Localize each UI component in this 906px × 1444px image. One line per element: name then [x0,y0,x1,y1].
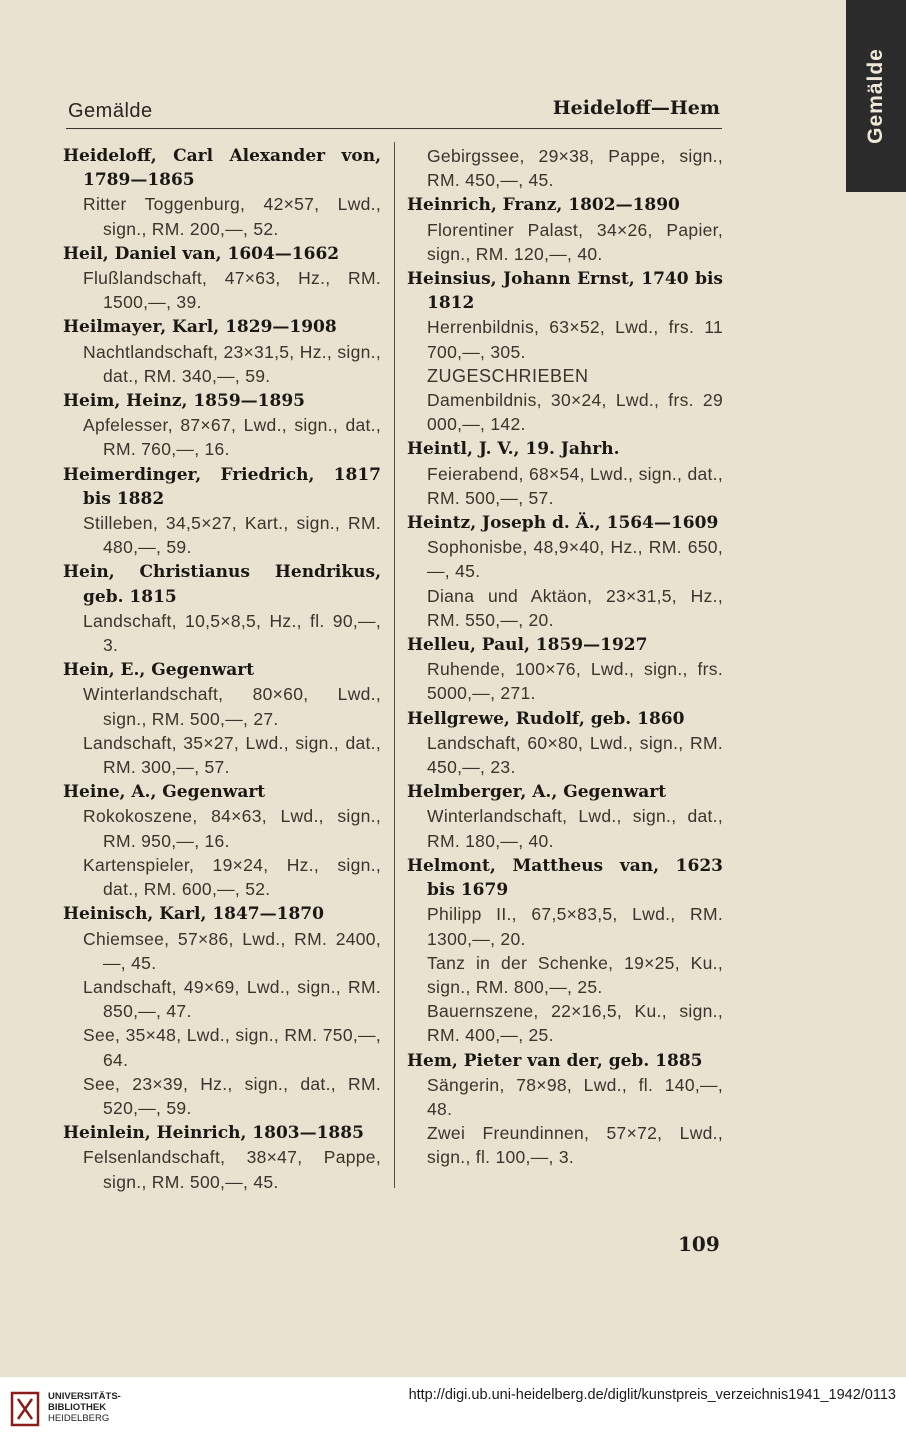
artwork-line: Sängerin, 78×98, Lwd., fl. 140,—, 48. [427,1074,723,1119]
artist-entry [63,560,381,657]
artwork-line: Bauernszene, 22×16,5, Ku., sign., RM. 400,—, 25. [427,1001,723,1046]
artist-entry [63,315,381,388]
artwork-line: Landschaft, 49×69, Lwd., sign., RM. 850,—, 47. [83,976,381,1022]
artwork-line: Stilleben, 34,5×27, Kart., sign., RM. 480,—, 59. [83,513,381,558]
section-thumb-tab [846,0,906,192]
artwork-line: Diana und Aktäon, 23×31,5, Hz., RM. 550,—, 20. [427,585,723,630]
artist-name: Helleu, Paul, 1859—1927 [407,635,648,656]
artwork-line: See, 35×48, Lwd., sign., RM. 750,—, 64. [83,1025,381,1070]
artist-name: Heideloff, Carl Alexander von, 1789—1865 [63,146,381,191]
artwork-line: Ruhende, 100×76, Lwd., sign., frs. 5000,—, 271. [427,659,723,704]
right-column [407,144,723,1171]
artwork-line: Winterlandschaft, Lwd., sign., dat., RM. 180,—, 40. [427,806,723,851]
artist-name: Helmberger, A., Gegenwart [407,782,667,803]
artist-entry [407,854,723,1048]
artist-entry [63,658,381,779]
artist-name: Heinlein, Heinrich, 1803—1885 [63,1123,364,1144]
continued-entry [407,144,723,192]
artwork-line: See, 23×39, Hz., sign., dat., RM. 520,—, 59. [83,1073,381,1118]
attribution-label: ZUGESCHRIEBEN [427,365,589,386]
artist-name: Heilmayer, Karl, 1829—1908 [63,317,337,338]
left-column [63,144,381,1195]
artwork-line: Landschaft, 35×27, Lwd., sign., dat., RM. 300,—, 57. [83,732,381,778]
artist-entry [407,633,723,706]
running-head-range: Heideloff—Hem [552,97,720,119]
artist-entry [63,144,381,241]
artwork-line: Kartenspieler, 19×24, Hz., sign., dat., RM. 600,—, 52. [83,854,381,900]
artist-name: Helmont, Mattheus van, 1623 bis 1679 [407,855,723,901]
artist-entry [407,193,723,266]
artist-entry [63,780,381,901]
library-logo-icon [10,1391,40,1427]
artist-name: Heine, A., Gegenwart [63,782,266,803]
artwork-line: Landschaft, 10,5×8,5, Hz., fl. 90,—, 3. [83,610,381,656]
artist-entry [407,437,723,510]
artist-name: Hem, Pieter van der, geb. 1885 [407,1050,703,1071]
artwork-line: Rokokoszene, 84×63, Lwd., sign., RM. 950,—, 16. [83,806,381,851]
artwork-line: Flußlandschaft, 47×63, Hz., RM. 1500,—, 39. [83,268,381,313]
artist-name: Heimerdinger, Friedrich, 1817 bis 1882 [63,464,381,509]
source-url-link[interactable]: http://digi.ub.uni-heidelberg.de/diglit/kunstpreis_verzeichnis1941_1942/0113 [408,1387,896,1403]
artwork-line: Florentiner Palast, 34×26, Papier, sign., RM. 120,—, 40. [427,219,723,264]
artwork-line: Gebirgssee, 29×38, Pappe, sign., RM. 450,—, 45. [427,146,723,191]
artist-entry [63,902,381,1120]
header-rule [66,128,722,129]
artist-entry [63,242,381,315]
artist-entry [407,707,723,780]
artist-name: Hein, Christianus Hendrikus, geb. 1815 [63,562,381,607]
artwork-line: Chiemsee, 57×86, Lwd., RM. 2400,—, 45. [83,928,381,973]
artwork-line: Nachtlandschaft, 23×31,5, Hz., sign., dat., RM. 340,—, 59. [83,341,381,386]
artwork-line: Philipp II., 67,5×83,5, Lwd., RM. 1300,—, 20. [427,904,723,949]
page-number: 109 [678,1232,720,1256]
artwork-line: Felsenlandschaft, 38×47, Pappe, sign., RM. 500,—, 45. [83,1147,381,1192]
viewer-footer [0,1377,906,1444]
artist-name: Hellgrewe, Rudolf, geb. 1860 [407,708,685,729]
artist-name: Heintz, Joseph d. Ä., 1564—1609 [407,513,719,534]
artist-entry [407,267,723,436]
artwork-line: Feierabend, 68×54, Lwd., sign., dat., RM. 500,—, 57. [427,463,723,508]
artwork-line: Damenbildnis, 30×24, Lwd., frs. 29 000,—, 142. [427,390,723,435]
artist-name: Hein, E., Gegenwart [63,660,255,681]
artist-name: Heinsius, Johann Ernst, 1740 bis 1812 [407,269,723,314]
artist-entry [407,780,723,853]
artwork-line: Sophonisbe, 48,9×40, Hz., RM. 650,—, 45. [427,537,723,582]
artist-name: Heinisch, Karl, 1847—1870 [63,904,324,925]
library-name-line: HEIDELBERG [48,1413,110,1424]
artist-name: Heim, Heinz, 1859—1895 [63,391,305,412]
library-name [48,1391,121,1424]
artwork-line: Winterlandschaft, 80×60, Lwd., sign., RM. 500,—, 27. [83,684,381,729]
artwork-line: Tanz in der Schenke, 19×25, Ku., sign., RM. 800,—, 25. [427,952,723,997]
artist-entry [63,389,381,462]
artwork-line: Apfelesser, 87×67, Lwd., sign., dat., RM. 760,—, 16. [83,415,381,460]
artist-name: Heintl, J. V., 19. Jahrh. [407,439,620,460]
artist-name: Heinrich, Franz, 1802—1890 [407,195,680,216]
library-name-line: UNIVERSITÄTS- [48,1391,121,1402]
artwork-line: Landschaft, 60×80, Lwd., sign., RM. 450,—, 23. [427,732,723,778]
running-head-section: Gemälde [68,100,153,122]
artist-entry [63,463,381,560]
library-name-line: BIBLIOTHEK [48,1402,107,1413]
column-divider [394,142,395,1188]
artwork-line: Ritter Toggenburg, 42×57, Lwd., sign., RM. 200,—, 52. [83,194,381,239]
artist-entry [63,1121,381,1194]
artwork-line: Zwei Freundinnen, 57×72, Lwd., sign., fl. 100,—, 3. [427,1123,723,1168]
artwork-line: Herrenbildnis, 63×52, Lwd., frs. 11 700,—, 305. [427,317,723,362]
artist-entry [407,511,723,632]
artist-entry [407,1049,723,1170]
artist-name: Heil, Daniel van, 1604—1662 [63,243,340,264]
thumb-tab-label: Gemälde [864,48,887,144]
